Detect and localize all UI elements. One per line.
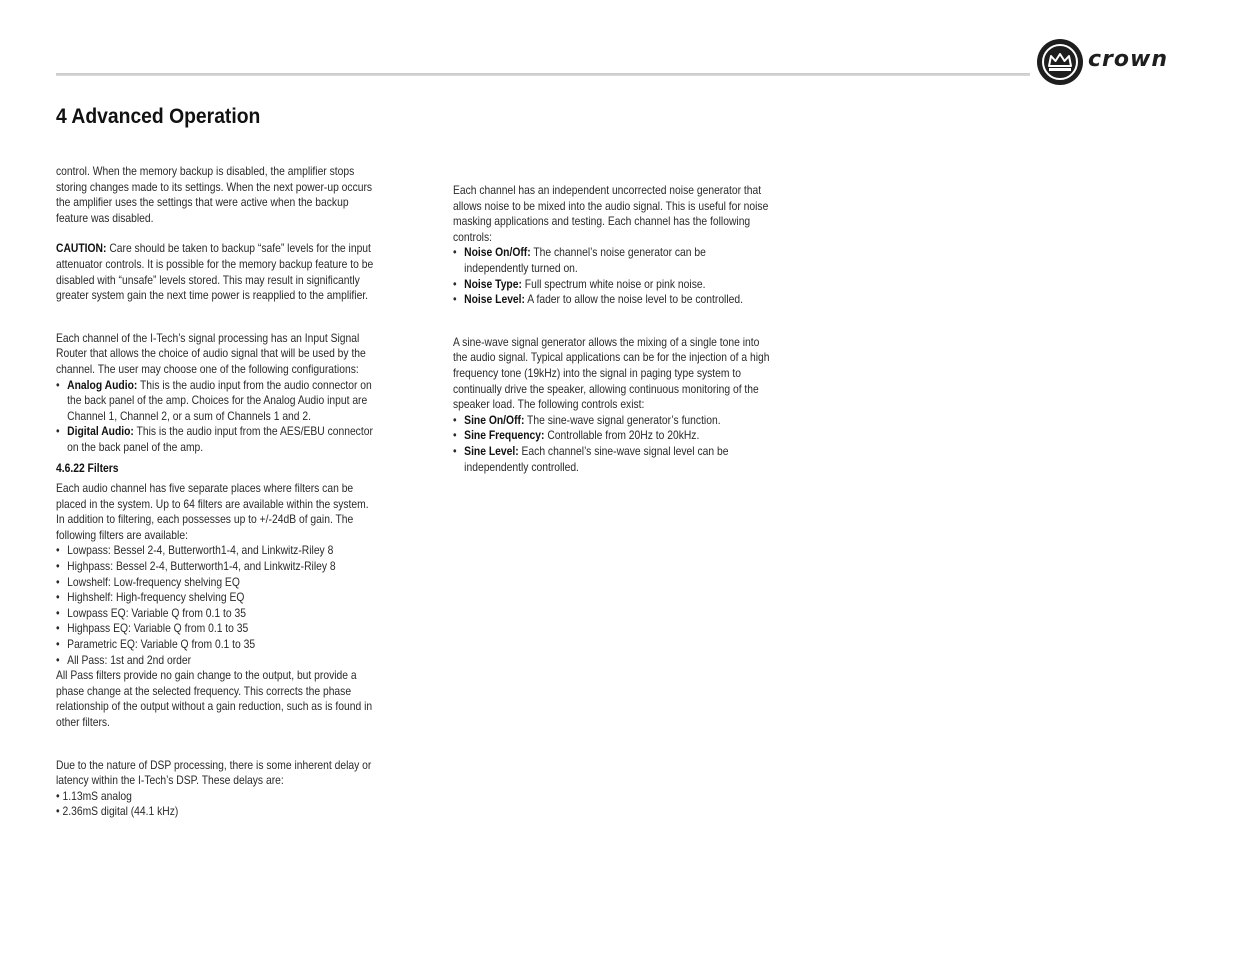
list-item-label: Noise On/Off:: [464, 245, 531, 260]
list-item-text: This is the audio input from the audio connector on the back panel of the amp. Choices for the Analog Audio input are Channel 1, Channel 2, or a sum of Channels 1 and 2.: [67, 377, 372, 423]
list-item-label: Noise Type:: [464, 276, 522, 291]
caution-text: Care should be taken to backup “safe” levels for the input attenuator controls. It is possible for the memory backup feature to be disabled with “unsafe” levels stored. This may result in significantly greater system gain the next time power is reapplied to the amplifier.: [56, 241, 374, 303]
noise-intro: Each channel has an independent uncorrected noise generator that allows noise to be mixed into the audio signal. This is useful for noise masking applications and testing. Each channel has the following controls:: [453, 183, 769, 244]
list-item: • Lowpass: Bessel 2-4, Butterworth1-4, and Linkwitz-Riley 8: [56, 543, 376, 559]
list-item: • 1.13mS analog: [56, 788, 132, 803]
list-item-text: The sine-wave signal generator’s function.: [524, 412, 721, 427]
list-item: [453, 277, 773, 293]
right-column: [453, 183, 773, 475]
list-item: • All Pass: 1st and 2nd order: [56, 653, 376, 669]
list-item: [453, 444, 773, 475]
brand-wordmark: crown: [1088, 47, 1168, 72]
caution-paragraph: [56, 241, 376, 303]
list-item: • Highpass EQ: Variable Q from 0.1 to 35: [56, 621, 376, 637]
filters-intro: Each audio channel has five separate places where filters can be placed in the system. Up to 64 filters are available within the system. In addition to filtering, each possesses up to +/-24dB of gain. The following filters are available:: [56, 481, 369, 542]
list-item-label: Sine Frequency:: [464, 428, 545, 443]
crown-logo: [1036, 38, 1186, 88]
list-item: [453, 245, 773, 276]
list-item-label: Sine On/Off:: [464, 412, 525, 427]
list-item: • Lowpass EQ: Variable Q from 0.1 to 35: [56, 606, 376, 622]
filters-heading: 4.6.22 Filters: [56, 460, 119, 475]
list-item: [453, 292, 773, 308]
list-item-text: Each channel’s sine-wave signal level can be independently controlled.: [464, 443, 729, 474]
list-item-label: Digital Audio:: [67, 424, 134, 439]
list-item-text: A fader to allow the noise level to be controlled.: [524, 292, 743, 307]
list-item-label: Analog Audio:: [67, 377, 138, 392]
page-title: 4 Advanced Operation: [56, 105, 261, 128]
delay-intro: Due to the nature of DSP processing, there is some inherent delay or latency within the I-Tech’s DSP. These delays are:: [56, 757, 372, 788]
list-item: [453, 413, 773, 429]
list-item: • Lowshelf: Low-frequency shelving EQ: [56, 575, 376, 591]
sine-intro: A sine-wave signal generator allows the mixing of a single tone into the audio signal. Typical applications can be for the injection of a high frequency tone (19kHz) into the signal in paging type system to continually drive the speaker, allowing continuous monitoring of the speaker load. The following controls exist:: [453, 334, 770, 412]
list-item-text: Controllable from 20Hz to 20kHz.: [544, 428, 700, 443]
list-item: • Parametric EQ: Variable Q from 0.1 to 35: [56, 637, 376, 653]
crown-emblem-icon: [1036, 38, 1084, 86]
list-item-text: This is the audio input from the AES/EBU connector on the back panel of the amp.: [67, 424, 373, 454]
list-item-text: The channel’s noise generator can be independently turned on.: [464, 245, 706, 275]
list-item: [56, 424, 376, 455]
list-item: • Highshelf: High-frequency shelving EQ: [56, 590, 376, 606]
list-item-label: Noise Level:: [464, 292, 525, 307]
list-item: [453, 428, 773, 444]
list-item: • 2.36mS digital (44.1 kHz): [56, 804, 179, 819]
list-item-text: Full spectrum white noise or pink noise.: [521, 276, 706, 291]
header-rule: [56, 73, 1030, 76]
memory-backup-paragraph: control. When the memory backup is disabled, the amplifier stops storing changes made to its settings. When the next power-up occurs the amplifier uses the settings that were active when the backup feature was disabled.: [56, 164, 373, 225]
list-item-label: Sine Level:: [464, 443, 519, 458]
allpass-note: All Pass filters provide no gain change to the output, but provide a phase change at the selected frequency. This corrects the phase relationship of the output without a gain reduction, such as is found in other filters.: [56, 668, 373, 729]
list-item: • Highpass: Bessel 2-4, Butterworth1-4, and Linkwitz-Riley 8: [56, 559, 376, 575]
caution-label: CAUTION:: [56, 241, 107, 256]
router-intro: Each channel of the I-Tech’s signal processing has an Input Signal Router that allows the choice of audio signal that will be used by the channel. The user may choose one of the following configurations:: [56, 330, 366, 376]
list-item: [56, 378, 376, 425]
left-column: [56, 164, 376, 820]
